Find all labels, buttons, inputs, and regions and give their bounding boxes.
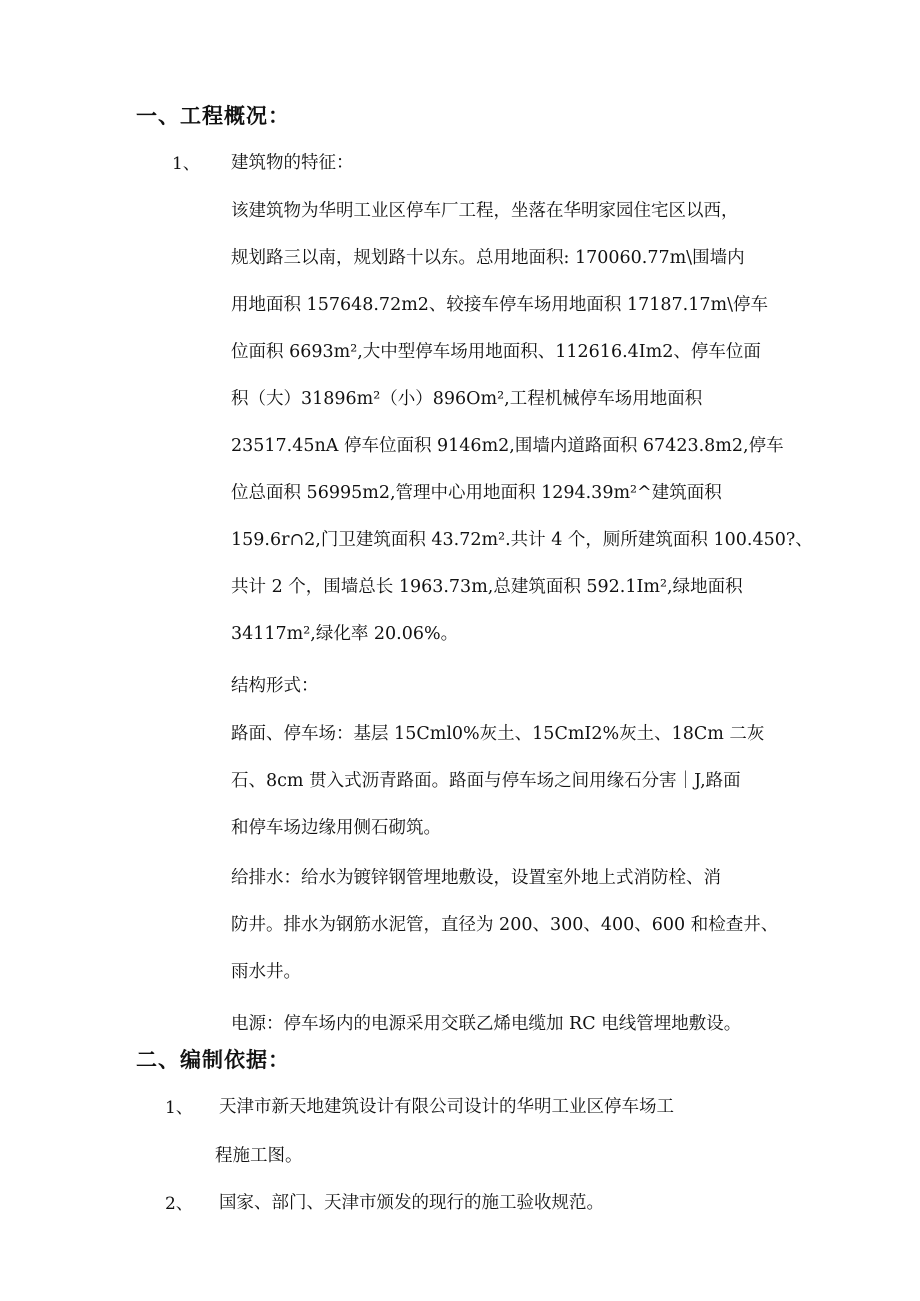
desc-line: 规划路三以南，规划路十以东。总用地面积: 170060.77m\围墙内 (231, 248, 745, 268)
power-line: 电源：停车场内的电源采用交联乙烯电缆加 RC 电线管埋地敷设。 (231, 1014, 742, 1034)
section2-item1-line: 天津市新天地建筑设计有限公司设计的华明工业区停车场工 (219, 1097, 674, 1117)
section2-item1-line: 程施工图。 (215, 1146, 303, 1166)
road-line: 和停车场边缘用侧石砌筑。 (231, 818, 441, 838)
road-line: 路面、停车场：基层 15Cml0%灰土、15CmI2%灰土、18Cm 二灰 (231, 724, 765, 744)
water-line: 给排水：给水为镀锌钢管埋地敷设，设置室外地上式消防栓、消 (231, 868, 721, 888)
desc-line: 共计 2 个，围墙总长 1963.73m,总建筑面积 592.1Im²,绿地面积 (231, 577, 743, 597)
section1-item1-title: 建筑物的特征： (231, 153, 354, 173)
desc-line: 用地面积 157648.72m2、较接车停车场用地面积 17187.17m\停车 (231, 295, 768, 315)
road-line: 石、8cm 贯入式沥青路面。路面与停车场之间用缘石分害｜J,路面 (231, 771, 741, 791)
section2-item2-text: 国家、部门、天津市颁发的现行的施工验收规范。 (219, 1193, 604, 1213)
desc-line: 位面积 6693m²,大中型停车场用地面积、112616.4Im2、停车位面 (231, 342, 761, 362)
desc-line: 23517.45nA 停车位面积 9146m2,围墙内道路面积 67423.8m2,停车 (231, 436, 784, 456)
section1-item1-number: 1、 (172, 154, 200, 174)
structure-title: 结构形式： (231, 676, 319, 696)
desc-line: 34117m²,绿化率 20.06%。 (231, 624, 459, 644)
desc-line: 159.6r∩2,门卫建筑面积 43.72m².共计 4 个，厕所建筑面积 100.450?、 (231, 530, 813, 550)
water-line: 防井。排水为钢筋水泥管，直径为 200、300、400、600 和检查井、 (231, 915, 779, 935)
desc-line: 该建筑物为华明工业区停车厂工程，坐落在华明家园住宅区以西， (231, 201, 739, 221)
desc-line: 位总面积 56995m2,管理中心用地面积 1294.39m²^建筑面积 (231, 483, 722, 503)
section2-heading: 二、编制依据： (136, 1048, 290, 1072)
water-line: 雨水井。 (231, 962, 301, 982)
section2-item1-number: 1、 (165, 1098, 193, 1118)
section2-item2-number: 2、 (165, 1194, 193, 1214)
section1-heading: 一、工程概况： (136, 104, 290, 128)
desc-line: 积（大）31896m²（小）896Om²,工程机械停车场用地面积 (231, 389, 703, 409)
